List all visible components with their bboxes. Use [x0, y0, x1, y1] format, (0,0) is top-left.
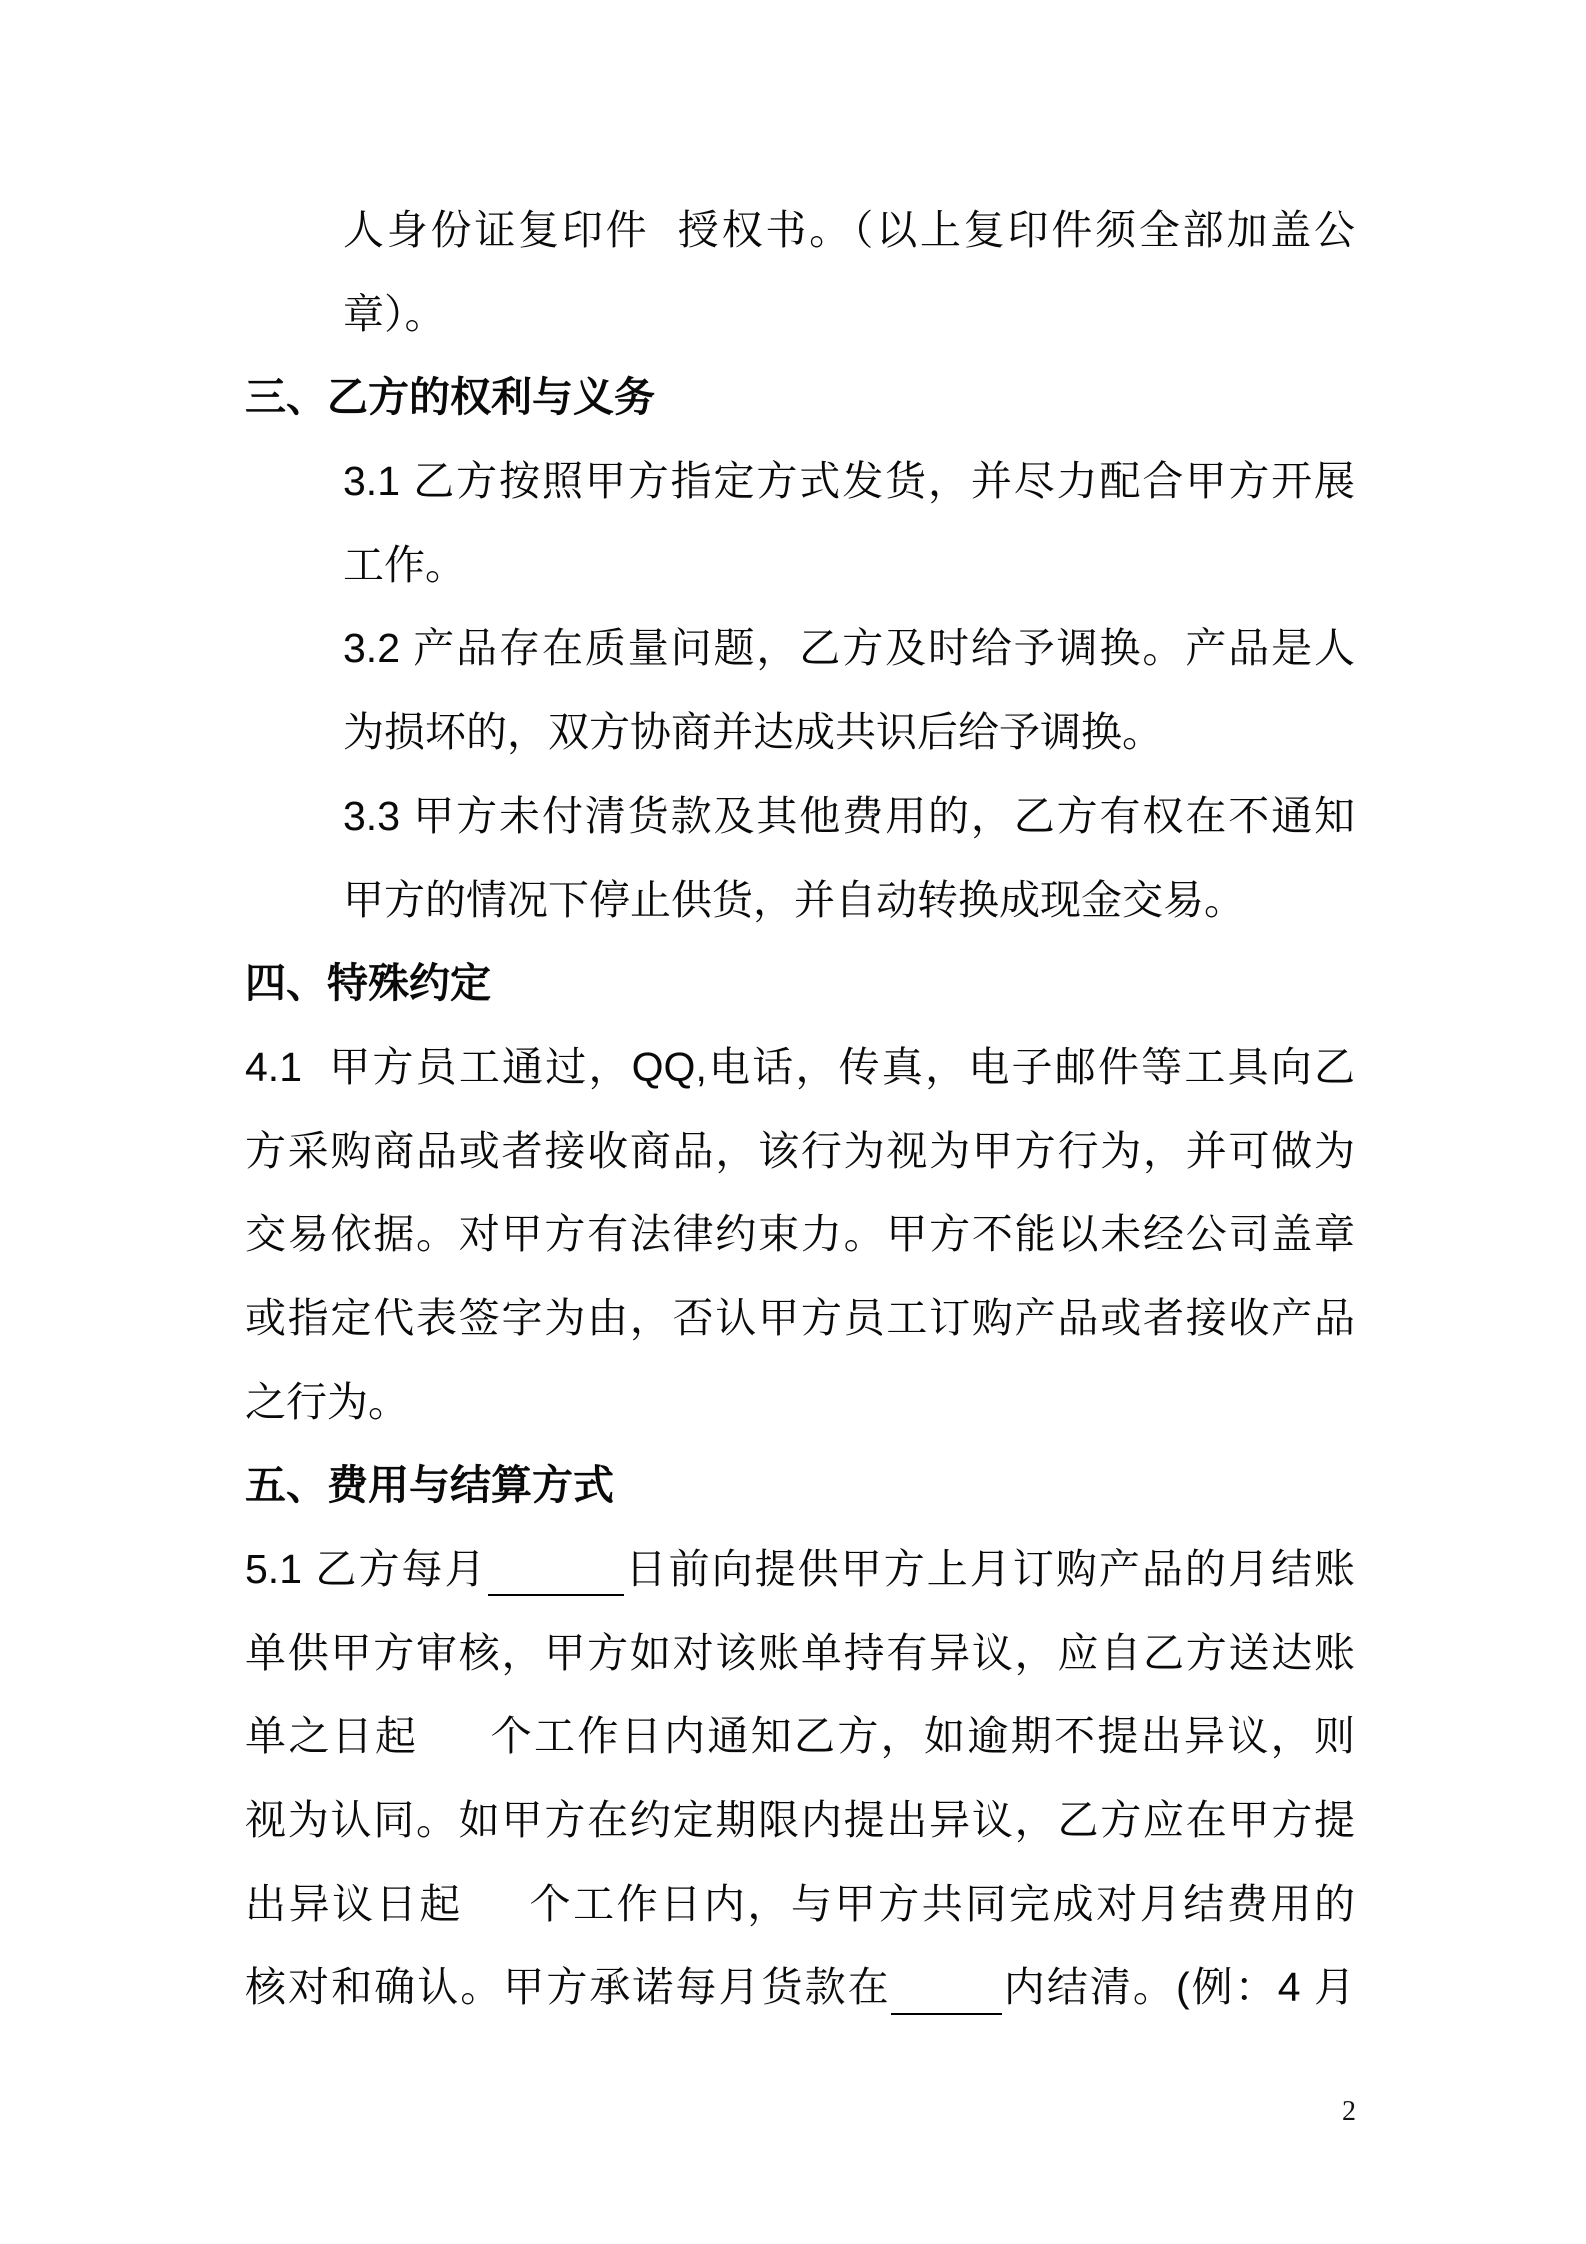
clause-line: 为损坏的，双方协商并达成共识后给予调换。 [343, 709, 1163, 756]
text-segment: 出异议日起 [245, 1880, 463, 1927]
text-line: 章）。 [343, 290, 446, 337]
text-segment: 日前向提供甲方上月订购产品的月结账 [623, 1546, 1355, 1592]
clause-line: 甲方的情况下停止供货，并自动转换成现金交易。 [343, 876, 1245, 923]
empty-blank [463, 1929, 527, 1931]
empty-blank [418, 1761, 488, 1763]
section-heading: 四、特殊约定 [245, 960, 491, 1007]
clause-line: 视为认同。如甲方在约定期限内提出异议，乙方应在甲方提 [245, 1797, 1355, 1844]
text-segment: 个工作日内通知乙方，如逾期不提出异议，则 [488, 1713, 1355, 1760]
clause-line [245, 1695, 1355, 1779]
clause-line [245, 1528, 1355, 1612]
text-segment: 5.1 乙方每月 [245, 1546, 488, 1592]
document-body [245, 189, 1355, 2030]
clause-line: 3.3 甲方未付清货款及其他费用的，乙方有权在不通知 [343, 792, 1355, 839]
clause-line: 3.2 产品存在质量问题，乙方及时给予调换。产品是人 [343, 625, 1355, 672]
fill-in-blank [488, 1592, 624, 1596]
text-segment: 个工作日内，与甲方共同完成对月结费用的 [526, 1880, 1355, 1927]
fill-in-blank [891, 2011, 1002, 2015]
text-segment: 内结清。(例：4 月 [1001, 1964, 1355, 2011]
text-segment: 核对和确认。甲方承诺每月货款在 [245, 1964, 891, 2011]
clause-line: 4.1 甲方员工通过，QQ,电话，传真，电子邮件等工具向乙 [245, 1043, 1355, 1090]
section-heading: 三、乙方的权利与义务 [245, 374, 655, 421]
clause-line: 交易依据。对甲方有法律约束力。甲方不能以未经公司盖章 [245, 1211, 1355, 1258]
page-number: 2 [1342, 2096, 1356, 2127]
text-line: 人身份证复印件 授权书。（以上复印件须全部加盖公 [343, 207, 1355, 253]
clause-line: 工作。 [343, 541, 466, 588]
clause-line [245, 1946, 1355, 2030]
clause-line [245, 1863, 1355, 1947]
text-segment: 单之日起 [245, 1713, 419, 1760]
clause-line: 单供甲方审核，甲方如对该账单持有异议，应自乙方送达账 [245, 1629, 1355, 1676]
clause-line: 或指定代表签字为由，否认甲方员工订购产品或者接收产品 [245, 1294, 1355, 1341]
clause-line: 之行为。 [245, 1378, 409, 1425]
clause-line: 3.1 乙方按照甲方指定方式发货，并尽力配合甲方开展 [343, 458, 1355, 505]
section-heading: 五、费用与结算方式 [245, 1462, 614, 1509]
clause-line: 方采购商品或者接收商品，该行为视为甲方行为，并可做为 [245, 1127, 1355, 1174]
